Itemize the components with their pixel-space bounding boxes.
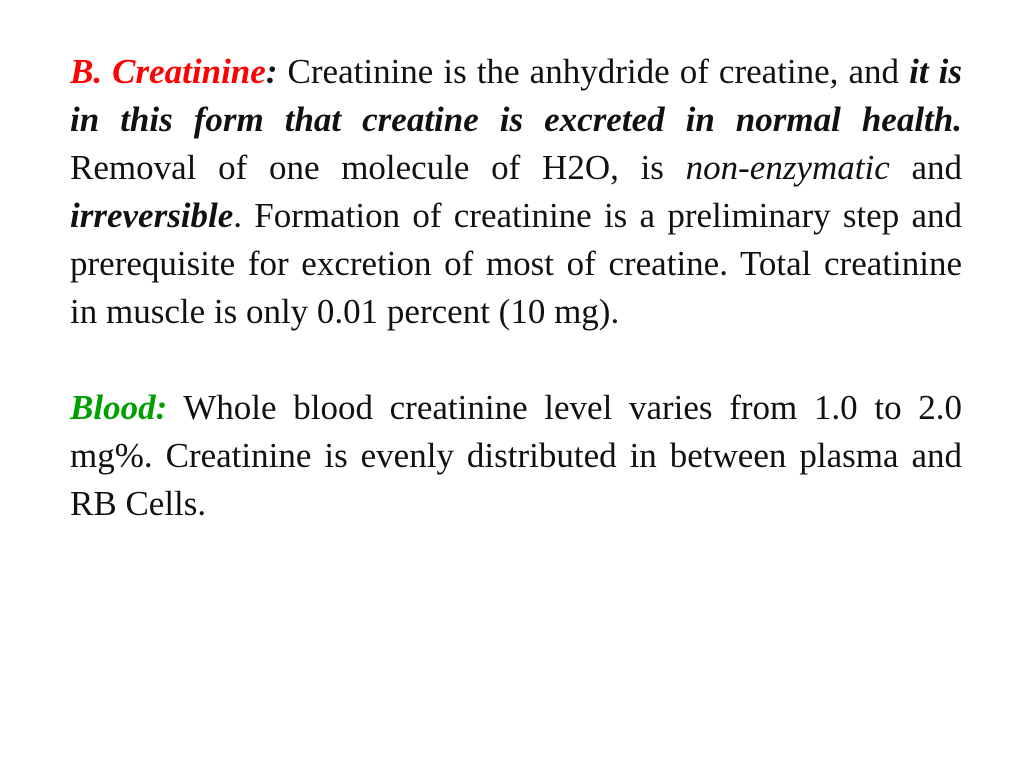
blood-paragraph bbox=[70, 384, 962, 528]
creatinine-heading-colon: : bbox=[265, 52, 278, 91]
creatinine-text-3: and bbox=[889, 148, 962, 187]
creatinine-text-2: Removal of one molecule of H2O, is bbox=[70, 148, 686, 187]
creatinine-text-4: . Formation of creatinine is a preliminary step and prerequisite for excretion of most of creatine. Total creatinine in muscle is only 0.01 percent (10 mg). bbox=[70, 196, 962, 331]
slide-body bbox=[70, 48, 962, 528]
creatinine-emphasis-excreted: it is in this form that creatine is excreted in normal health. bbox=[70, 52, 962, 139]
blood-text: Whole blood creatinine level varies from 1.0 to 2.0 mg%. Creatinine is evenly distributed in between plasma and RB Cells. bbox=[70, 388, 962, 523]
creatinine-emphasis-irreversible: irreversible bbox=[70, 196, 234, 235]
creatinine-heading: B. Creatinine bbox=[70, 52, 266, 91]
blood-heading: Blood: bbox=[70, 388, 168, 427]
creatinine-emphasis-nonenzymatic: non-enzymatic bbox=[685, 148, 890, 187]
creatinine-paragraph bbox=[70, 48, 962, 336]
creatinine-text-1: Creatinine is the anhydride of creatine, and bbox=[277, 52, 910, 91]
